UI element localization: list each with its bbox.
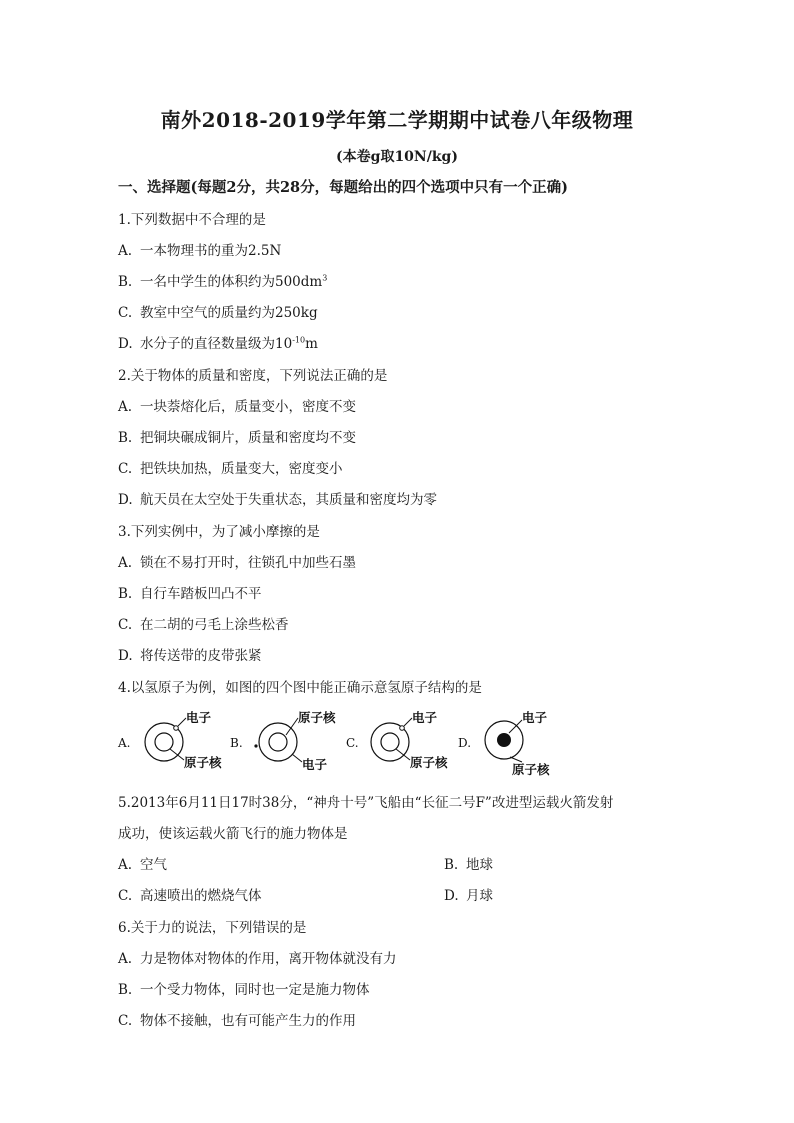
option-label: A. bbox=[118, 951, 133, 967]
option-label: B. bbox=[118, 430, 133, 446]
question-5-stem-line-1: 5.2013年6月11日17时38分，“神舟十号”飞船由“长征二号F”改进型运载火箭发射 bbox=[118, 795, 614, 811]
question-2-stem: 2.关于物体的质量和密度，下列说法正确的是 bbox=[118, 368, 388, 384]
diagram-c-top-label: 电子 bbox=[412, 710, 438, 725]
option-text: 自行车踏板凹凸不平 bbox=[140, 586, 262, 602]
nucleus-shape bbox=[155, 733, 173, 751]
atom-diagram-c bbox=[346, 710, 448, 770]
electron-dot bbox=[174, 726, 179, 731]
option-label: B. bbox=[118, 982, 133, 998]
q1-option-b bbox=[118, 270, 327, 290]
diagram-d-label: D. bbox=[458, 736, 472, 750]
option-text: 水分子的直径数量级为10 bbox=[140, 336, 293, 352]
q1-option-a bbox=[118, 239, 281, 259]
option-label: B. bbox=[118, 586, 133, 602]
q6-option-a bbox=[118, 947, 397, 967]
q5-option-a bbox=[118, 853, 167, 873]
q2-option-b bbox=[118, 426, 356, 446]
q3-option-a bbox=[118, 551, 356, 571]
option-label: B. bbox=[444, 857, 459, 873]
atom-diagram-b bbox=[230, 710, 336, 772]
diagram-c-bottom-label: 原子核 bbox=[410, 755, 448, 770]
question-3-stem: 3.下列实例中，为了减小摩擦的是 bbox=[118, 524, 320, 540]
option-text: 月球 bbox=[466, 888, 493, 904]
question-6-stem: 6.关于力的说法，下列错误的是 bbox=[118, 920, 307, 936]
leader-line bbox=[404, 718, 412, 726]
atom-diagrams bbox=[112, 702, 572, 778]
option-text: 在二胡的弓毛上涂些松香 bbox=[140, 617, 289, 633]
option-label: B. bbox=[118, 274, 133, 290]
nucleus-shape bbox=[269, 733, 287, 751]
leader-line bbox=[286, 718, 298, 735]
option-label: D. bbox=[118, 336, 133, 352]
leader-line bbox=[396, 749, 410, 760]
option-label: D. bbox=[118, 492, 133, 508]
nucleus-shape bbox=[381, 733, 399, 751]
option-text: 航天员在太空处于失重状态，其质量和密度均为零 bbox=[140, 492, 437, 508]
electron-dot bbox=[254, 744, 257, 747]
option-text: 把铁块加热，质量变大，密度变小 bbox=[140, 461, 343, 477]
option-text: 空气 bbox=[140, 857, 167, 873]
option-text: 地球 bbox=[466, 857, 493, 873]
q3-option-b bbox=[118, 582, 262, 602]
leader-line bbox=[178, 718, 186, 726]
option-label: C. bbox=[118, 1013, 133, 1029]
q1-option-c bbox=[118, 301, 318, 321]
atom-diagram-d bbox=[458, 710, 550, 777]
diagram-a-top-label: 电子 bbox=[186, 710, 212, 725]
option-label: D. bbox=[118, 648, 133, 664]
diagram-d-top-label: 电子 bbox=[522, 710, 548, 725]
question-5-stem-line-2: 成功，使该运载火箭飞行的施力物体是 bbox=[118, 826, 348, 842]
option-label: C. bbox=[118, 617, 133, 633]
question-1-stem: 1.下列数据中不合理的是 bbox=[118, 212, 266, 228]
q3-option-d bbox=[118, 644, 262, 664]
nucleus-filled-dot bbox=[497, 733, 511, 747]
electron-orbit bbox=[259, 723, 297, 761]
option-text: 一个受力物体，同时也一定是施力物体 bbox=[140, 982, 370, 998]
q1-option-d bbox=[118, 332, 318, 352]
option-text: 物体不接触，也有可能产生力的作用 bbox=[140, 1013, 356, 1029]
option-text: 一本物理书的重为2.5N bbox=[140, 243, 282, 259]
option-text: 锁在不易打开时，往锁孔中加些石墨 bbox=[140, 555, 356, 571]
q6-option-c bbox=[118, 1009, 356, 1029]
option-label: C. bbox=[118, 461, 133, 477]
q2-option-c bbox=[118, 457, 343, 477]
q6-option-b bbox=[118, 978, 370, 998]
diagram-b-bottom-label: 电子 bbox=[302, 757, 328, 772]
option-label: A. bbox=[118, 857, 133, 873]
option-label: A. bbox=[118, 399, 133, 415]
diagram-c-label: C. bbox=[346, 736, 359, 750]
option-text: 教室中空气的质量约为250kg bbox=[140, 305, 318, 321]
option-label: A. bbox=[118, 555, 133, 571]
page-subtitle: (本卷g取10N/kg) bbox=[336, 149, 458, 165]
q5-option-c bbox=[118, 884, 262, 904]
option-label: C. bbox=[118, 305, 133, 321]
q2-option-d bbox=[118, 488, 437, 508]
q5-option-d bbox=[444, 884, 493, 904]
question-4-stem: 4.以氢原子为例，如图的四个图中能正确示意氢原子结构的是 bbox=[118, 680, 482, 696]
option-text: 力是物体对物体的作用，离开物体就没有力 bbox=[140, 951, 397, 967]
diagram-b-label: B. bbox=[230, 736, 243, 750]
leader-line bbox=[170, 749, 184, 760]
option-suffix: m bbox=[305, 336, 318, 352]
option-label: D. bbox=[444, 888, 459, 904]
option-text: 一块萘熔化后，质量变小，密度不变 bbox=[140, 399, 356, 415]
q5-option-b bbox=[444, 853, 493, 873]
option-label: C. bbox=[118, 888, 133, 904]
leader-line bbox=[292, 754, 302, 762]
atom-diagram-a bbox=[117, 710, 222, 770]
diagram-b-top-label: 原子核 bbox=[298, 710, 336, 725]
option-text: 把铜块碾成铜片，质量和密度均不变 bbox=[140, 430, 356, 446]
option-text: 一名中学生的体积约为500dm bbox=[140, 274, 323, 290]
option-superscript: -10 bbox=[292, 335, 306, 345]
option-text: 高速喷出的燃烧气体 bbox=[140, 888, 262, 904]
diagram-d-bottom-label: 原子核 bbox=[512, 762, 550, 777]
q3-option-c bbox=[118, 613, 289, 633]
q2-option-a bbox=[118, 395, 356, 415]
page-title: 南外2018-2019学年第二学期期中试卷八年级物理 bbox=[160, 108, 634, 132]
option-text: 将传送带的皮带张紧 bbox=[140, 648, 262, 664]
diagram-a-label: A. bbox=[118, 736, 131, 750]
option-superscript: 3 bbox=[322, 273, 328, 283]
electron-dot bbox=[400, 726, 405, 731]
option-label: A. bbox=[118, 243, 133, 259]
section-heading: 一、选择题(每题2分，共28分，每题给出的四个选项中只有一个正确) bbox=[118, 179, 568, 196]
diagram-a-bottom-label: 原子核 bbox=[184, 755, 222, 770]
